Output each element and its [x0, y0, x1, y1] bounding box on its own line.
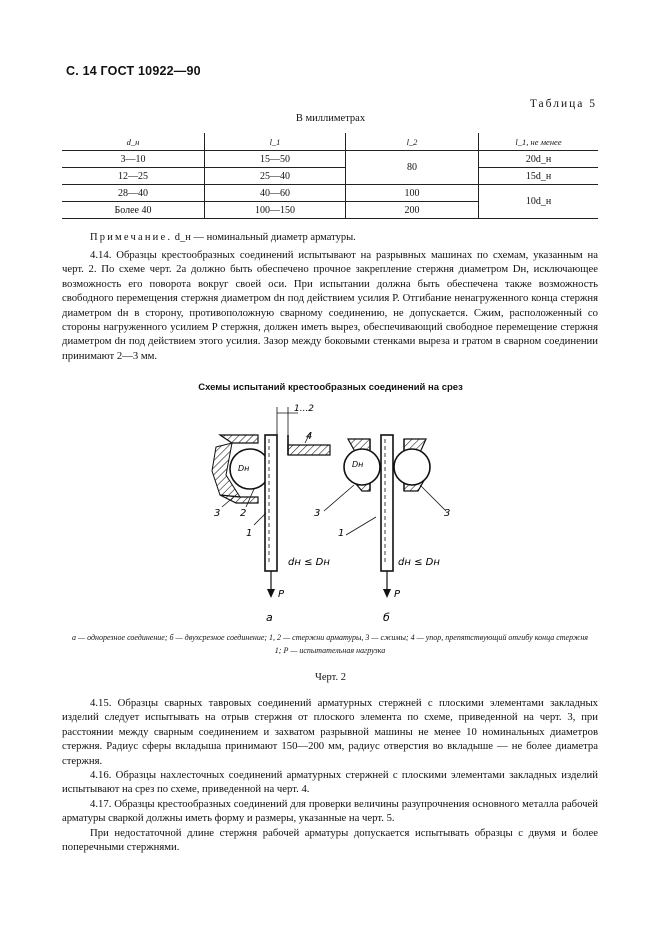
label-3-b-left: 3	[314, 508, 321, 519]
table-cell: 100—150	[205, 202, 346, 219]
table-cell: 15—50	[205, 151, 346, 168]
page-header: С. 14 ГОСТ 10922—90	[66, 64, 201, 78]
table-cell: 10d_н	[479, 185, 599, 219]
paragraph-4-17-cont: При недостаточной длине стержня рабочей арматуры допускается испытывать образцы с двумя и более поперечными стержнями.	[62, 827, 598, 854]
table-cell: Более 40	[62, 202, 205, 219]
col-header-dn: d_н	[62, 133, 205, 151]
label-3-b-right: 3	[444, 508, 451, 519]
bar-1-a	[265, 435, 277, 571]
table-label: Таблица 5	[529, 98, 597, 110]
label-scheme-a: а	[266, 611, 273, 624]
table-cell: 80	[346, 151, 479, 185]
label-cond-a: dн ≤ Dн	[288, 557, 330, 568]
paragraph-4-14: 4.14. Образцы крестообразных соединений испытывают на разрывных машинах по схемам, указанным на черт. 2. По схеме черт. 2а должно быть обеспечено прочное закрепление стержня диаметром Dн, исключающее возможность его поворота вокруг своей оси. При испытании должна быть обеспечена также возможность свободного перемещения стержня диаметром dн под действием усилия P. Отгибание ненагруженного конца стержня диаметром dн в сторону, противоположную сварному соединению, не допускается. Сжим, расположенный со стороны нагруженного усилием P стержня, должен иметь вырез, обеспечивающий свободное перемещение стержня диаметром dн под действием этого усилия. Зазор между боковыми стенками выреза и гратом в сварном соединении принимают 2—3 мм.	[62, 249, 598, 362]
scheme-a	[212, 404, 330, 624]
label-Dn-b: Dн	[352, 460, 364, 469]
table-cell: 3—10	[62, 151, 205, 168]
label-P-a: P	[278, 589, 285, 600]
paragraph-4-17: 4.17. Образцы крестообразных соединений для проверки величины разупрочнения основного металла рабочей арматуры сваркой должны иметь форму и размеры, указанные на черт. 5.	[62, 798, 598, 825]
table-cell: 25—40	[205, 168, 346, 185]
table-cell: 28—40	[62, 185, 205, 202]
label-1-a: 1	[246, 528, 253, 539]
table-cell: 12—25	[62, 168, 205, 185]
label-P-b: P	[394, 589, 401, 600]
bar-2-right-b	[394, 449, 430, 485]
label-2-a: 2	[240, 508, 247, 519]
label-gap: 1...2	[294, 404, 315, 414]
label-1-b: 1	[338, 528, 345, 539]
figure-number: Черт. 2	[315, 672, 346, 683]
scheme-b	[314, 435, 450, 624]
note-text: d_н — номинальный диаметр арматуры.	[174, 232, 356, 243]
bar-2-section-a	[230, 449, 270, 489]
table-row	[62, 168, 598, 185]
table-units: В миллиметрах	[295, 113, 366, 124]
figure-drawing	[180, 395, 480, 627]
label-scheme-b: б	[383, 611, 390, 624]
label-4: 4	[306, 431, 313, 442]
table-row	[62, 151, 598, 168]
paragraph-4-15: 4.15. Образцы сварных тавровых соединений арматурных стержней с плоскими элементами закладных изделий следует испытывать на отрыв стержня от плоского элемента по схеме, приведенной на черт. 3, при расстоянии между сварным соединением и захватом разрывной машины не менее 10 номинальных диаметров стержня. Радиус сферы вкладыша принимают 150—200 мм, радиус отверстия во вкладыше — не более диаметра стержня.	[62, 697, 598, 767]
table-cell: 40—60	[205, 185, 346, 202]
table-row	[62, 185, 598, 202]
table-note	[90, 232, 356, 243]
table-cell: 100	[346, 185, 479, 202]
table-cell: 15d_н	[479, 168, 599, 185]
note-label: Примечание.	[90, 232, 173, 243]
table-5	[62, 133, 598, 219]
col-header-l1-min: l_1, не менее	[479, 133, 599, 151]
paragraph-4-16: 4.16. Образцы нахлесточных соединений арматурных стержней с плоскими элементами закладных изделий испытывают на срез по схеме, приведенной на черт. 4.	[62, 769, 598, 796]
clamp-upper-a	[220, 435, 258, 443]
figure-caption: а — однорезное соединение; б — двухсрезное соединение; 1, 2 — стержни арматуры, 3 — сжимы; 4 — упор, препятствующий отгибу конца стержня 1; P — испытательная нагрузка	[71, 633, 589, 655]
table-cell: 20d_н	[479, 151, 599, 168]
bar-1-b	[381, 435, 393, 571]
figure-title: Схемы испытаний крестообразных соединений на срез	[198, 382, 463, 393]
col-header-l2: l_2	[346, 133, 479, 151]
col-header-l1: l_1	[205, 133, 346, 151]
label-3-a: 3	[214, 508, 221, 519]
label-cond-b: dн ≤ Dн	[398, 557, 440, 568]
stop-4	[288, 445, 330, 455]
label-Dn-a: Dн	[238, 464, 250, 473]
table-cell: 200	[346, 202, 479, 219]
